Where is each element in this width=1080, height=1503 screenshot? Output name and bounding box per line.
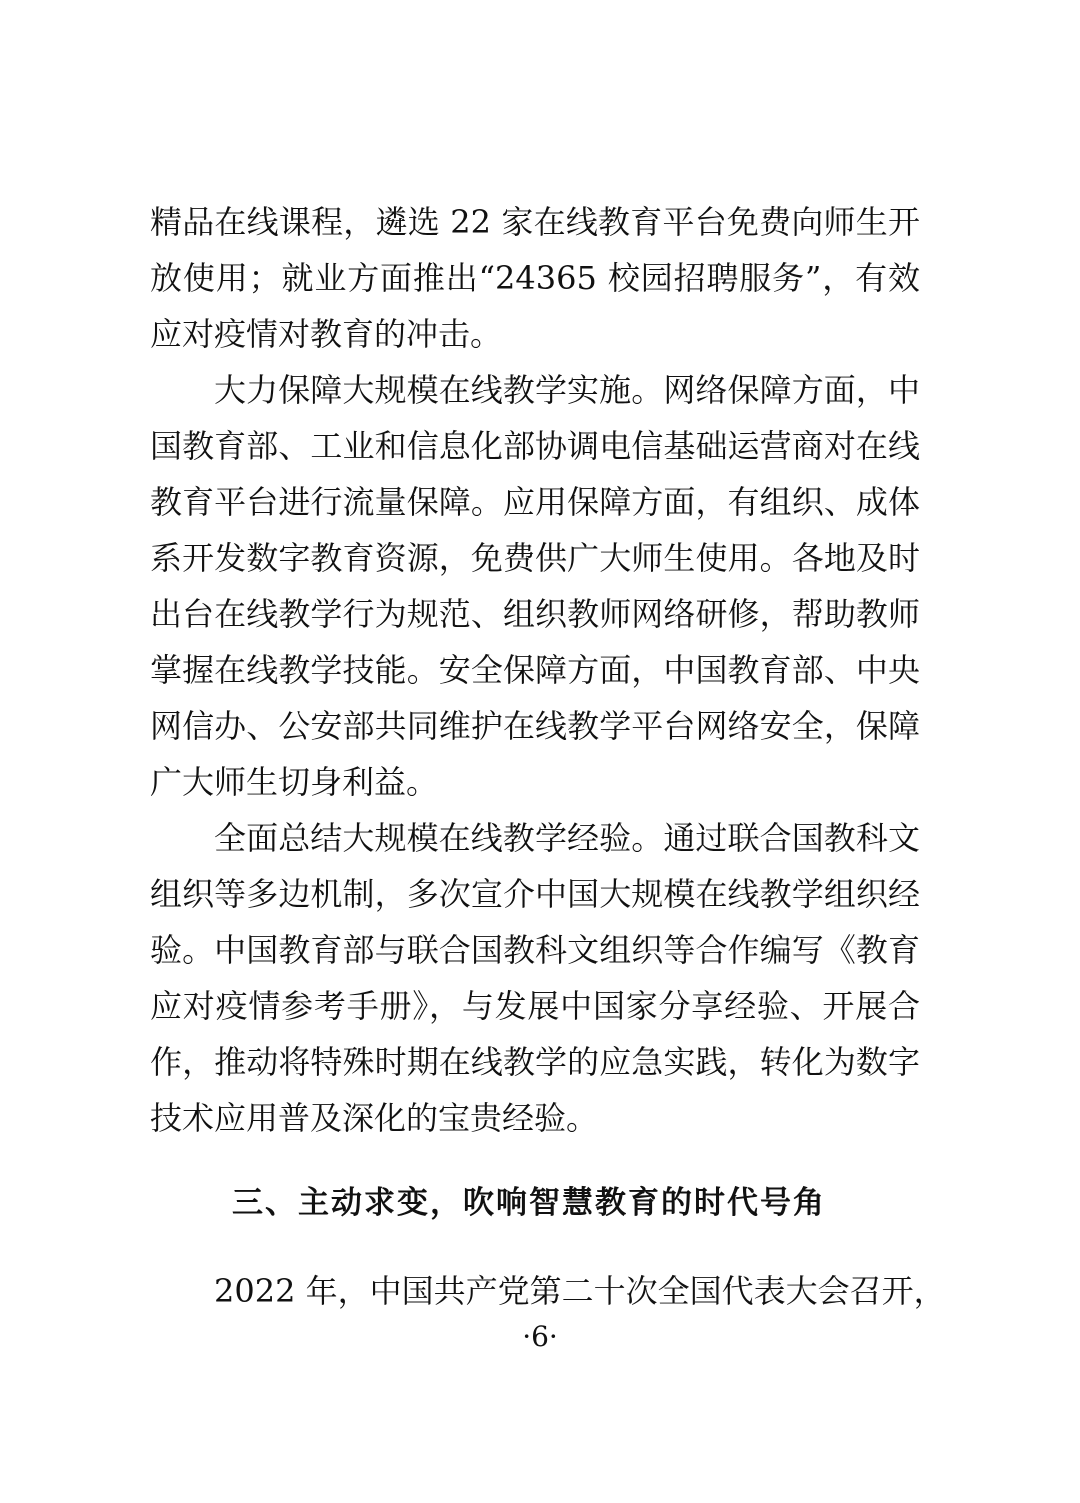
paragraph-2-line-4: 系开发数字教育资源，免费供广大师生使用。各地及时	[150, 539, 920, 577]
section-heading: 三、主动求变，吹响智慧教育的时代号角	[232, 1185, 826, 1221]
paragraph-1-line-1: 精品在线课程，遴选 22 家在线教育平台免费向师生开	[150, 203, 920, 241]
paragraph-2-line-8: 广大师生切身利益。	[150, 763, 439, 801]
paragraph-3-line-3: 验。中国教育部与联合国教科文组织等合作编写《教育	[150, 931, 920, 969]
paragraph-2-line-6: 掌握在线教学技能。安全保障方面，中国教育部、中央	[150, 651, 920, 689]
paragraph-2-line-2: 国教育部、工业和信息化部协调电信基础运营商对在线	[150, 427, 920, 465]
paragraph-3-line-1: 全面总结大规模在线教学经验。通过联合国教科文	[214, 819, 920, 857]
paragraph-1-line-2: 放使用；就业方面推出“24365 校园招聘服务”，有效	[150, 259, 920, 297]
paragraph-2-line-7: 网信办、公安部共同维护在线教学平台网络安全，保障	[150, 707, 920, 745]
paragraph-4-line-1: 2022 年，中国共产党第二十次全国代表大会召开，	[214, 1272, 946, 1310]
paragraph-2-line-5: 出台在线教学行为规范、组织教师网络研修，帮助教师	[150, 595, 920, 633]
paragraph-2-line-1: 大力保障大规模在线教学实施。网络保障方面，中	[214, 371, 920, 409]
paragraph-1-line-3: 应对疫情对教育的冲击。	[150, 315, 503, 353]
paragraph-3-line-4: 应对疫情参考手册》，与发展中国家分享经验、开展合	[150, 987, 920, 1025]
page-number: ·6·	[522, 1320, 558, 1353]
paragraph-2-line-3: 教育平台进行流量保障。应用保障方面，有组织、成体	[150, 483, 920, 521]
paragraph-3-line-2: 组织等多边机制，多次宣介中国大规模在线教学组织经	[150, 875, 920, 913]
paragraph-3-line-6: 技术应用普及深化的宝贵经验。	[150, 1099, 599, 1137]
paragraph-3-line-5: 作，推动将特殊时期在线教学的应急实践，转化为数字	[150, 1043, 920, 1081]
